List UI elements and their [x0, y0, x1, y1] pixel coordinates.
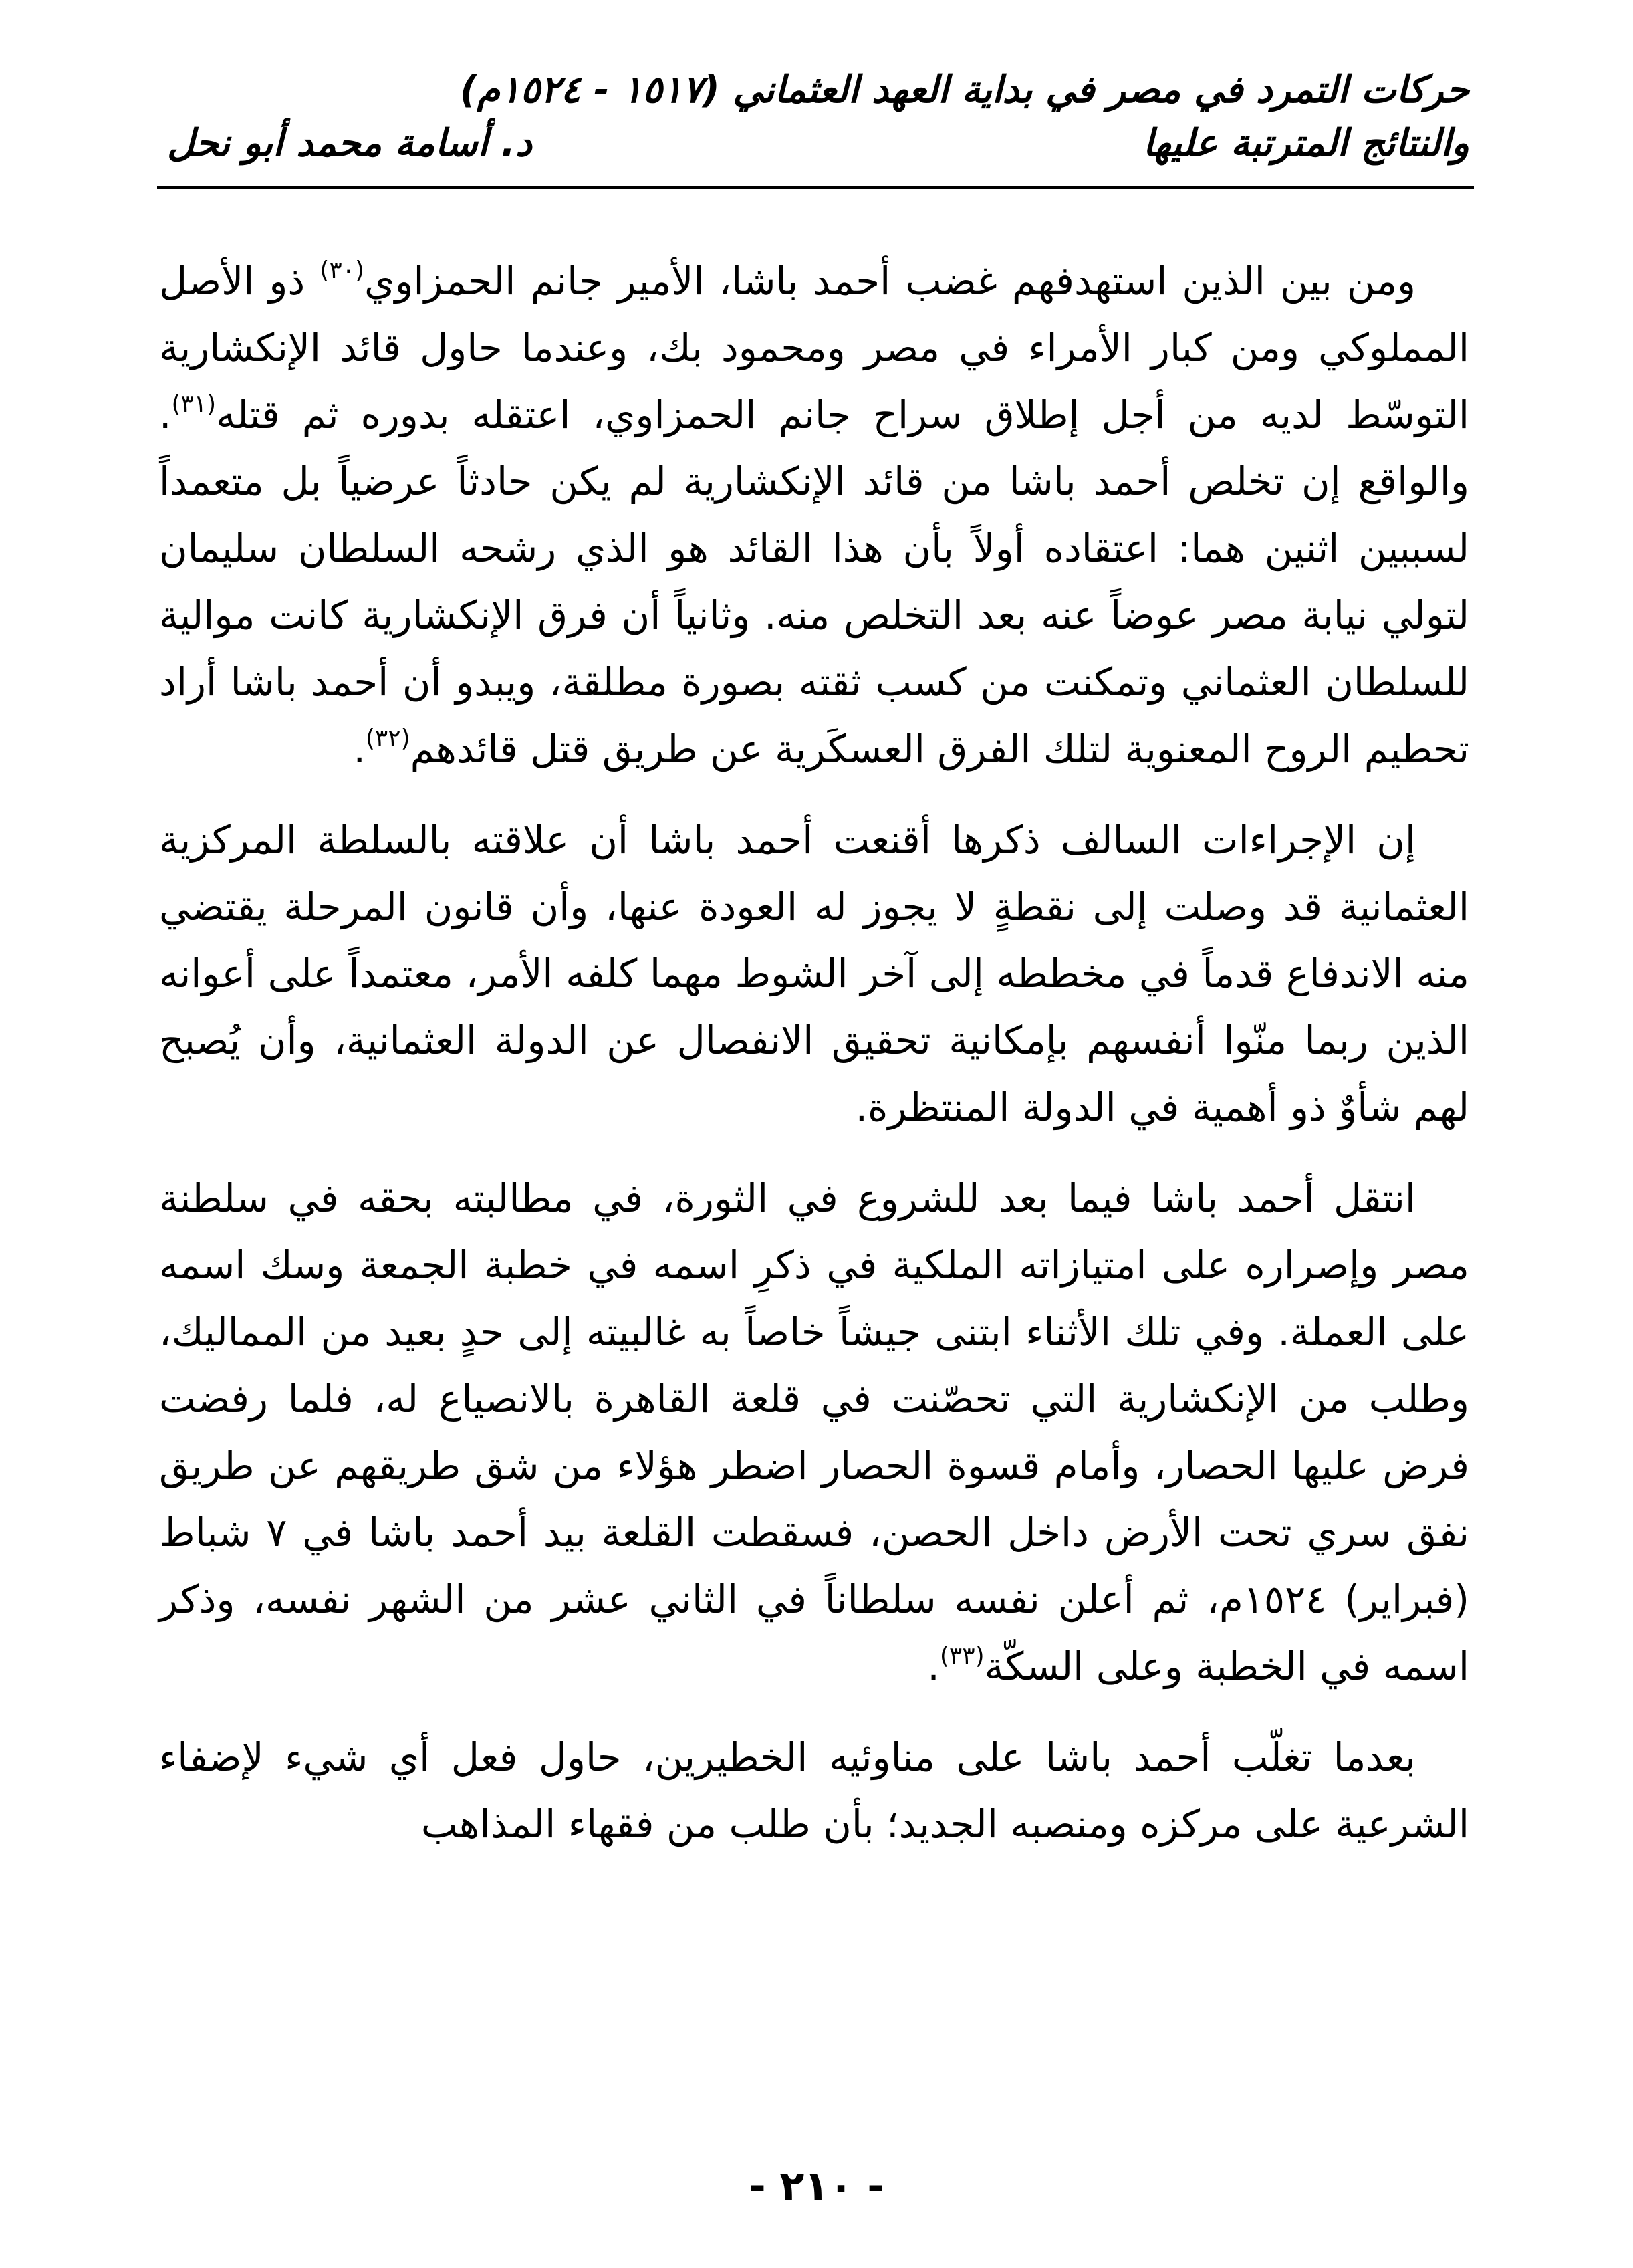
footnote-ref-30: (٣٠) — [320, 257, 365, 284]
paragraph-1 — [159, 247, 1469, 782]
paragraph-4 — [159, 1724, 1469, 1857]
footnote-ref-33: (٣٣) — [939, 1642, 985, 1670]
footnote-ref-32: (٣٢) — [365, 725, 410, 752]
text-run: بعدما تغلّب أحمد باشا على مناوئيه الخطيرين، حاول فعل أي شيء لإضفاء الشرعية على مركزه ومنصبه الجديد؛ بأن طلب من فقهاء المذاهب — [159, 1734, 1469, 1847]
body-text — [159, 247, 1469, 1882]
text-run: ذو الأصل المملوكي ومن كبار الأمراء في مصر ومحمود بك، وعندما حاول قائد الإنكشارية التوسّط لديه من أجل إطلاق سراح جانم الحمزاوي، اعتقله بدوره ثم قتله — [159, 258, 1469, 437]
text-run: . والواقع إن تخلص أحمد باشا من قائد الإنكشارية لم يكن حادثاً عرضياً بل متعمداً لسببين اثنين هما: اعتقاده أولاً بأن هذا القائد هو الذي رشحه السلطان سليمان لتولي نيابة مصر عوضاً عنه بعد التخلص منه. وثانياً أن فرق الإنكشارية كانت موالية للسلطان العثماني وتمكنت من كسب ثقته بصورة مطلقة، ويبدو أن أحمد باشا أراد تحطيم الروح المعنوية لتلك الفرق العسكَرية عن طريق قتل قائدهم — [159, 392, 1469, 772]
header-title-line-2: والنتائج المترتبة عليها — [1142, 122, 1469, 165]
header-title-line-1: حركات التمرد في مصر في بداية العهد العثماني (١٥١٧ - ١٥٢٤م) — [460, 68, 1469, 112]
paragraph-2 — [159, 806, 1469, 1141]
header-author: د. أسامة محمد أبو نحل — [167, 122, 532, 165]
page-number: - ٢١٠ - — [749, 2163, 884, 2210]
text-run: . — [353, 726, 366, 772]
text-run: إن الإجراءات السالف ذكرها أقنعت أحمد باشا أن علاقته بالسلطة المركزية العثمانية قد وصلت إلى نقطةٍ لا يجوز له العودة عنها، وأن قانون المرحلة يقتضي منه الاندفاع قدماً في مخططه إلى آخر الشوط مهما كلفه الأمر، معتمداً على أعوانه الذين ربما منّوا أنفسهم بإمكانية تحقيق الانفصال عن الدولة العثمانية، وأن يُصبح لهم شأوٌ ذو أهمية في الدولة المنتظرة. — [159, 817, 1469, 1130]
running-header — [160, 64, 1469, 184]
paragraph-3 — [159, 1165, 1469, 1700]
text-run: انتقل أحمد باشا فيما بعد للشروع في الثورة، في مطالبته بحقه في سلطنة مصر وإصراره على امتيازاته الملكية في ذكرِ اسمه في خطبة الجمعة وسك اسمه على العملة. وفي تلك الأثناء ابتنى جيشاً خاصاً به غالبيته إلى حدٍ بعيد من المماليك، وطلب من الإنكشارية التي تحصّنت في قلعة القاهرة بالانصياع له، فلما رفضت فرض عليها الحصار، وأمام قسوة الحصار اضطر هؤلاء من شق طريقهم عن طريق نفق سري تحت الأرض داخل الحصن، فسقطت القلعة بيد أحمد باشا في ٧ شباط (فبراير) ١٥٢٤م، ثم أعلن نفسه سلطاناً في الثاني عشر من الشهر نفسه، وذكر اسمه في الخطبة وعلى السكّة — [159, 1175, 1469, 1689]
footnote-ref-31: (٣١) — [171, 390, 217, 418]
header-divider — [157, 186, 1474, 189]
text-run: ومن بين الذين استهدفهم غضب أحمد باشا، الأمير جانم الحمزاوي — [364, 258, 1416, 304]
text-run: . — [927, 1643, 940, 1689]
